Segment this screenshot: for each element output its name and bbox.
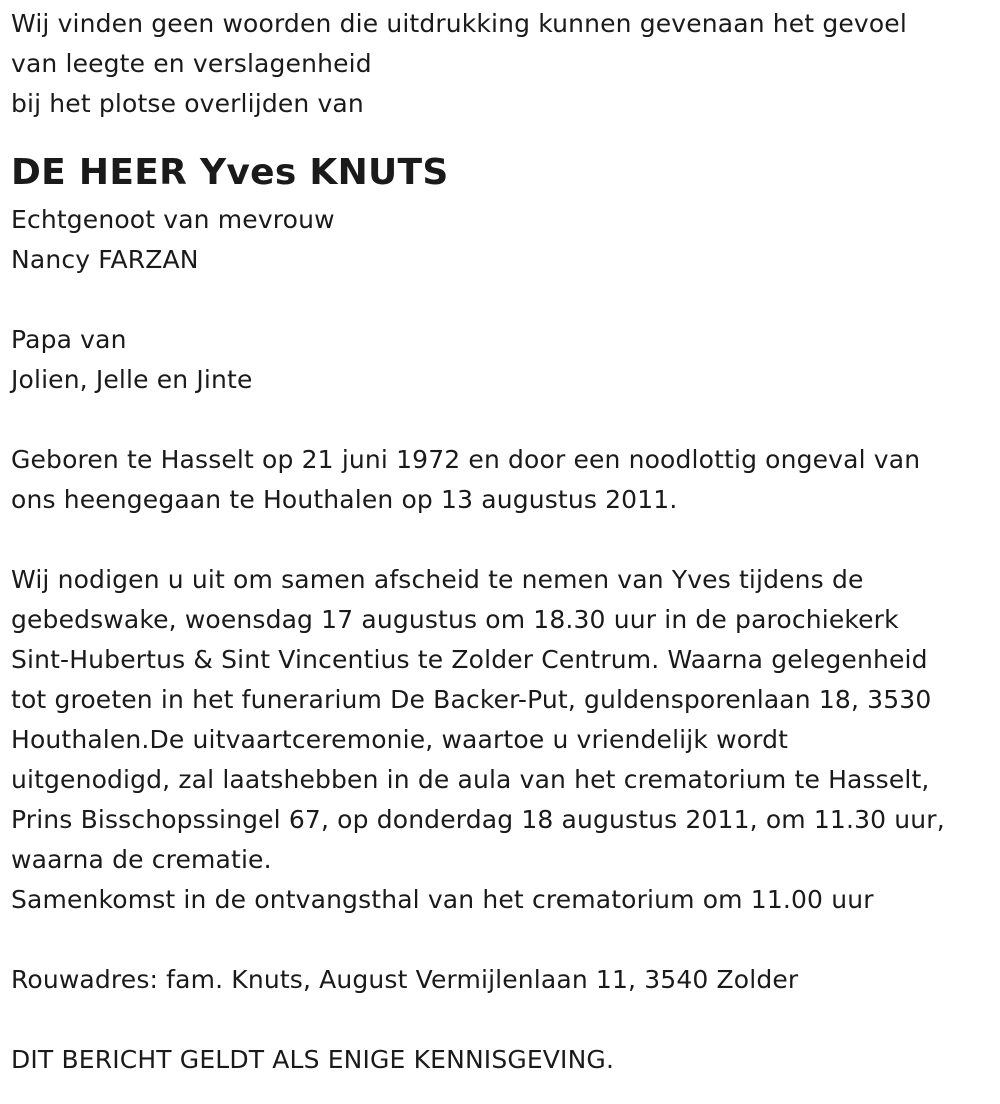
spacer: [11, 520, 1000, 560]
notice-statement: DIT BERICHT GELDT ALS ENIGE KENNISGEVING.: [11, 1045, 615, 1074]
spouse-name: Nancy FARZAN: [11, 245, 199, 274]
ceremony-line: tot groeten in het funerarium De Backer-Put, guldensporenlaan 18, 3530: [11, 685, 932, 714]
birth-death-line: ons heengegaan te Houthalen op 13 augustus 2011.: [11, 485, 678, 514]
spacer: [11, 400, 1000, 440]
ceremony-line: Sint-Hubertus & Sint Vincentius te Zolder Centrum. Waarna gelegenheid: [11, 645, 928, 674]
ceremony-line: Prins Bisschopssingel 67, op donderdag 18 augustus 2011, om 11.30 uur,: [11, 805, 945, 834]
birth-death-line: Geboren te Hasselt op 21 juni 1972 en door een noodlottig ongeval van: [11, 445, 921, 474]
ceremony-line: waarna de crematie.: [11, 845, 272, 874]
children-names: Jolien, Jelle en Jinte: [11, 365, 253, 394]
intro-line: van leegte en verslagenheid: [11, 49, 372, 78]
spacer: [11, 280, 1000, 320]
spacer: [11, 920, 1000, 960]
intro-line: Wij vinden geen woorden die uitdrukking kunnen gevenaan het gevoel: [11, 9, 907, 38]
mourning-address: Rouwadres: fam. Knuts, August Vermijlenlaan 11, 3540 Zolder: [11, 965, 799, 994]
intro-paragraph: [11, 4, 1000, 124]
ceremony-line: gebedswake, woensdag 17 augustus om 18.30 uur in de parochiekerk: [11, 605, 899, 634]
ceremony-line: Samenkomst in de ontvangsthal van het crematorium om 11.00 uur: [11, 885, 874, 914]
ceremony-line: Wij nodigen u uit om samen afscheid te nemen van Yves tijdens de: [11, 565, 864, 594]
deceased-block: [11, 146, 1000, 400]
birth-death-paragraph: [11, 440, 1000, 520]
children-line: Papa van: [11, 325, 127, 354]
deceased-name: DE HEER Yves KNUTS: [11, 152, 449, 193]
intro-line: bij het plotse overlijden van: [11, 89, 364, 118]
ceremony-line: uitgenodigd, zal laatshebben in de aula van het crematorium te Hasselt,: [11, 765, 930, 794]
ceremony-paragraph: [11, 560, 1000, 920]
spacer: [11, 1000, 1000, 1040]
spouse-line: Echtgenoot van mevrouw: [11, 205, 335, 234]
ceremony-line: Houthalen.De uitvaartceremonie, waartoe u vriendelijk wordt: [11, 725, 789, 754]
spacer: [11, 124, 1000, 146]
